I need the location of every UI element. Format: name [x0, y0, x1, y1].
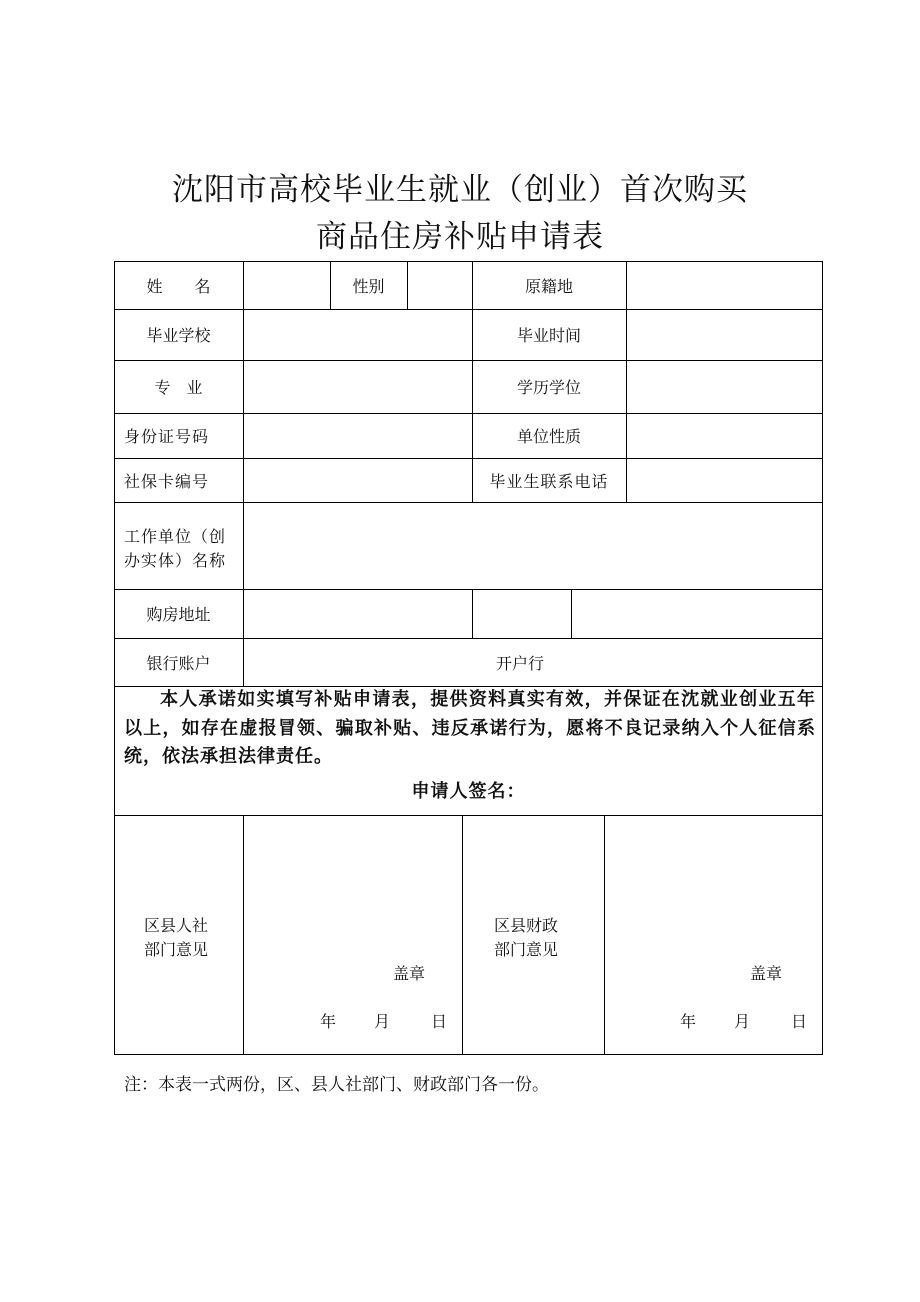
grad-time-label: 毕业时间 — [516, 326, 581, 345]
origin-label: 原籍地 — [524, 276, 573, 296]
degree-label: 学历学位 — [516, 378, 581, 397]
house-address-input[interactable] — [244, 590, 822, 638]
unit-nature-input[interactable] — [627, 414, 822, 458]
application-form-table — [114, 261, 823, 1055]
id-number-input[interactable] — [244, 414, 472, 458]
employer-input[interactable] — [244, 503, 822, 589]
bank-name-input[interactable] — [572, 639, 822, 686]
school-label: 毕业学校 — [146, 326, 211, 345]
finance-seal-label: 盖章 — [750, 964, 783, 983]
name-input[interactable] — [244, 262, 330, 309]
pledge-statement: 本人承诺如实填写补贴申请表，提供资料真实有效，并保证在沈就业创业五年以上，如存在虚报冒领、骗取补贴、违反承诺行为，愿将不良记录纳入个人征信系统，依法承担法律责任。 — [124, 689, 816, 767]
finance-year-label: 年 — [680, 1012, 697, 1031]
origin-input[interactable] — [627, 262, 822, 309]
phone-input[interactable] — [627, 459, 822, 502]
grad-time-input[interactable] — [627, 310, 822, 360]
major-label: 专 业 — [154, 378, 203, 397]
finance-day-label: 日 — [791, 1012, 808, 1031]
hr-seal-label: 盖章 — [393, 964, 426, 983]
bank-name-label: 开户行 — [496, 653, 545, 673]
degree-input[interactable] — [627, 361, 822, 413]
bank-account-input[interactable] — [244, 639, 472, 686]
name-label: 姓 名 — [146, 276, 211, 296]
id-number-label: 身份证号码 — [124, 427, 210, 446]
phone-label: 毕业生联系电话 — [489, 471, 609, 491]
table-border-right — [822, 261, 823, 1055]
finance-opinion-label-line1: 区县财政 — [494, 916, 559, 935]
major-input[interactable] — [244, 361, 472, 413]
employer-label-line1: 工作单位（创 — [124, 527, 227, 546]
social-card-label: 社保卡编号 — [124, 471, 210, 491]
gender-input[interactable] — [408, 262, 472, 309]
hr-month-label: 月 — [374, 1012, 391, 1031]
hr-opinion-label-line1: 区县人社 — [144, 916, 209, 935]
finance-month-label: 月 — [734, 1012, 751, 1031]
form-title-line1: 沈阳市高校毕业生就业（创业）首次购买 — [172, 172, 748, 208]
hr-day-label: 日 — [431, 1012, 448, 1031]
social-card-input[interactable] — [244, 459, 472, 502]
finance-opinion-label-line2: 部门意见 — [494, 940, 559, 959]
table-border-bottom — [114, 1054, 823, 1055]
unit-nature-label: 单位性质 — [516, 427, 581, 446]
house-address-label: 购房地址 — [146, 605, 211, 624]
applicant-signature-label: 申请人签名： — [411, 781, 526, 802]
footnote: 注：本表一式两份，区、县人社部门、财政部门各一份。 — [124, 1075, 549, 1095]
hr-opinion-label-line2: 部门意见 — [144, 940, 209, 959]
employer-label-line2: 办实体）名称 — [124, 551, 227, 570]
hr-opinion-area[interactable] — [244, 816, 462, 1054]
finance-opinion-area[interactable] — [605, 816, 822, 1054]
gender-label: 性别 — [352, 276, 385, 296]
bank-account-label: 银行账户 — [146, 653, 211, 673]
hr-year-label: 年 — [320, 1012, 337, 1031]
school-input[interactable] — [244, 310, 472, 360]
form-title-line2: 商品住房补贴申请表 — [316, 219, 604, 255]
col-divider — [462, 815, 463, 1055]
